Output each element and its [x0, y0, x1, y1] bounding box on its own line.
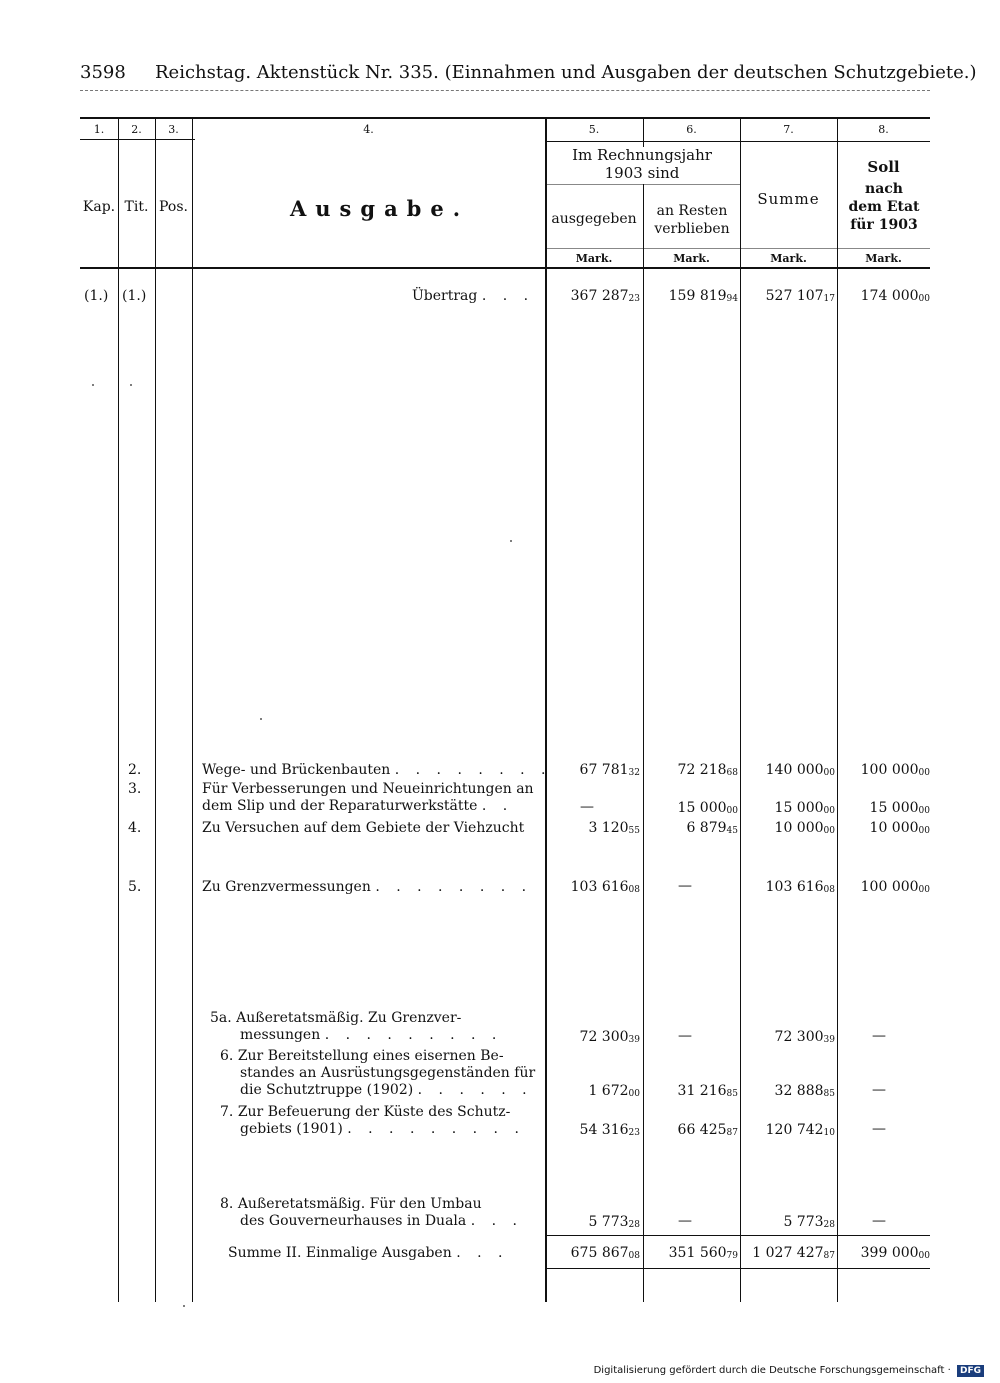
scan-speck	[260, 718, 262, 720]
header-kap: Kap.	[82, 199, 116, 215]
colnum-3: 3.	[168, 123, 179, 136]
row2-label: Wege- und Brückenbauten . . . . . . . .	[202, 762, 552, 778]
sum-rule-top	[545, 1235, 930, 1236]
row5-c7: 103 $616_{08}$	[765, 879, 835, 895]
header-ausgabe: Ausgabe.	[290, 196, 470, 221]
row5a-line2: messungen . . . . . . . . .	[240, 1027, 503, 1043]
summe-c6: 351 $560_{79}$	[668, 1245, 738, 1261]
row6-c6: 31 $216_{85}$	[677, 1083, 738, 1099]
summe-c5: 675 $867_{08}$	[570, 1245, 640, 1261]
row3-desc	[202, 781, 537, 815]
summe-label: Summe II. Einmalige Ausgaben . . .	[228, 1245, 509, 1261]
row3-line2: dem Slip und der Reparaturwerkstätte . .	[202, 798, 514, 814]
row8-line2: des Gouverneurhauses in Duala . . .	[240, 1213, 523, 1229]
scan-speck	[130, 384, 132, 386]
header-bottom-rule	[80, 267, 930, 269]
colnum-4: 4.	[363, 123, 374, 136]
row4-c7: 10 $000_{00}$	[774, 820, 835, 836]
row7-line1: 7. Zur Befeuerung der Küste des Schutz-	[220, 1104, 511, 1120]
uebertrag-c5: 367 $287_{23}$	[570, 288, 640, 304]
colnum-1: 1.	[93, 123, 105, 136]
colnum-8: 8.	[878, 123, 889, 136]
col-divider-2	[155, 117, 156, 1302]
row7-c5: 54 $316_{23}$	[579, 1122, 640, 1138]
row3-c6: 15 $000_{00}$	[677, 800, 738, 816]
row4-label: Zu Versuchen auf dem Gebiete der Viehzucht	[202, 820, 525, 836]
row5a-c6: —	[678, 1028, 692, 1044]
header-soll: Soll	[867, 158, 900, 176]
row7-desc	[220, 1104, 537, 1138]
row4-c6: 6 $879_{45}$	[686, 820, 738, 836]
row8-c8: —	[872, 1213, 886, 1229]
summe-c7: 1 027 $427_{87}$	[752, 1245, 835, 1261]
row5a-line1: 5a. Außeretatsmäßig. Zu Grenzver-	[210, 1010, 462, 1026]
row6-line1: 6. Zur Bereitstellung eines eisernen Be-	[220, 1048, 504, 1064]
row2-c6: 72 $218_{68}$	[677, 762, 738, 778]
header-ausgegeben: ausgegeben	[551, 211, 637, 227]
mark-8: Mark.	[865, 252, 902, 265]
uebertrag-c8: 174 $000_{00}$	[860, 288, 930, 304]
header-soll-sub: nach dem Etat für 1903	[848, 181, 920, 233]
header-tit: Tit.	[124, 199, 149, 215]
row8-line1: 8. Außeretatsmäßig. Für den Umbau	[220, 1196, 482, 1212]
uebertrag-label: Übertrag . . .	[412, 288, 535, 304]
mark-5: Mark.	[575, 252, 613, 265]
row5-c5: 103 $616_{08}$	[570, 879, 640, 895]
page-number: 3598	[80, 62, 126, 83]
row2-c7: 140 $000_{00}$	[765, 762, 835, 778]
scan-speck	[510, 540, 512, 542]
col-divider-6	[740, 117, 741, 1302]
header-resten: an Resten verblieben	[654, 203, 730, 237]
scan-speck	[92, 384, 94, 386]
uebertrag-kap: (1.)	[84, 288, 109, 304]
header-pos: Pos.	[159, 199, 188, 215]
colnum-5: 5.	[588, 123, 600, 136]
col-divider-3	[192, 117, 193, 1302]
row3-c7: 15 $000_{00}$	[774, 800, 835, 816]
row7-line2: gebiets (1901) . . . . . . . . .	[240, 1121, 525, 1137]
colnum-7: 7.	[783, 123, 794, 136]
row5-c6: —	[678, 878, 692, 894]
header-summe: Summe	[757, 190, 820, 208]
row3-tit: 3.	[128, 781, 142, 797]
row2-tit: 2.	[128, 762, 142, 778]
row8-c7: 5 $773_{28}$	[783, 1214, 835, 1230]
col-divider-7	[837, 117, 838, 1302]
uebertrag-c7: 527 $107_{17}$	[765, 288, 835, 304]
scan-speck	[183, 1305, 185, 1307]
row2-c5: 67 $781_{32}$	[579, 762, 640, 778]
row6-line3: die Schutztruppe (1902) . . . . . .	[240, 1082, 533, 1098]
row3-c8: 15 $000_{00}$	[869, 800, 930, 816]
col-divider-4	[545, 117, 547, 1302]
row7-c6: 66 $425_{87}$	[677, 1122, 738, 1138]
row7-c8: —	[872, 1121, 886, 1137]
colnum-6: 6.	[686, 123, 697, 136]
mark-7: Mark.	[770, 252, 807, 265]
footer-credit: Digitalisierung gefördert durch die Deutsche Forschungsgemeinschaft · DFG	[594, 1365, 984, 1377]
row8-c6: —	[678, 1213, 692, 1229]
row3-c5: —	[580, 799, 594, 815]
col-divider-5b	[643, 184, 644, 1302]
row4-c8: 10 $000_{00}$	[869, 820, 930, 836]
sum-rule-bottom	[545, 1268, 930, 1269]
col-divider-1	[118, 117, 119, 1302]
colnum-rule-b	[545, 141, 930, 142]
row4-c5: 3 $120_{55}$	[588, 820, 640, 836]
row6-c7: 32 $888_{85}$	[774, 1083, 835, 1099]
mark-rule	[545, 248, 930, 249]
uebertrag-c6: 159 $819_{94}$	[668, 288, 738, 304]
dfg-logo: DFG	[957, 1365, 984, 1377]
row5a-c8: —	[872, 1028, 886, 1044]
summe-c8: 399 $000_{00}$	[860, 1245, 930, 1261]
row5-c8: 100 $000_{00}$	[860, 879, 930, 895]
mark-6: Mark.	[673, 252, 710, 265]
row6-c8: —	[872, 1082, 886, 1098]
row4-tit: 4.	[128, 820, 142, 836]
colnum-rule-a	[80, 139, 195, 140]
row3-line1: Für Verbesserungen und Neueinrichtungen an	[202, 781, 534, 797]
row5-tit: 5.	[128, 879, 142, 895]
row5a-desc	[210, 1010, 537, 1044]
row5a-c5: 72 $300_{39}$	[579, 1029, 640, 1045]
colnum-2: 2.	[131, 123, 142, 136]
row8-desc	[220, 1196, 537, 1230]
header-rechnungsjahr: Im Rechnungsjahr 1903 sind	[572, 146, 712, 182]
row6-c5: 1 $672_{00}$	[588, 1083, 640, 1099]
row6-desc	[220, 1048, 537, 1099]
row6-line2: standes an Ausrüstungsgegenständen für	[240, 1065, 536, 1081]
row5-label: Zu Grenzvermessungen . . . . . . . .	[202, 879, 533, 895]
header-underline	[80, 90, 930, 91]
page-title: Reichstag. Aktenstück Nr. 335. (Einnahmen und Ausgaben der deutschen Schutzgebiete.)	[155, 62, 977, 83]
row2-c8: 100 $000_{00}$	[860, 762, 930, 778]
uebertrag-tit: (1.)	[122, 288, 147, 304]
row5a-c7: 72 $300_{39}$	[774, 1029, 835, 1045]
row8-c5: 5 $773_{28}$	[588, 1214, 640, 1230]
row7-c7: 120 $742_{10}$	[765, 1122, 835, 1138]
table-top-rule	[80, 117, 930, 119]
